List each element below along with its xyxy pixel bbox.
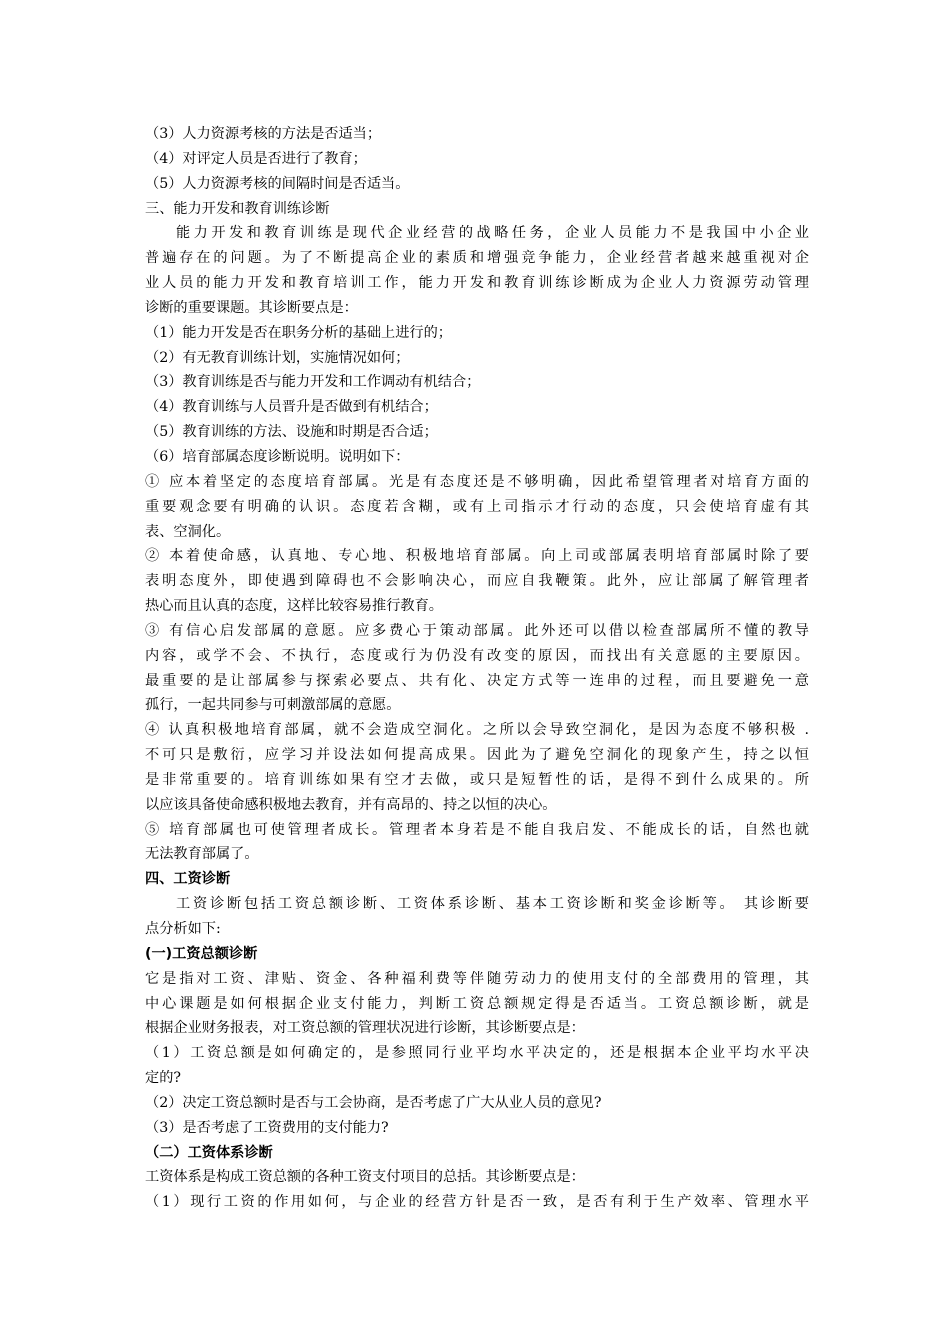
text-line: 业人员的能力开发和教育培训工作，能力开发和教育训练诊断成为企业人力资源劳动管理 — [145, 275, 809, 292]
text-line: 不可只是敷衍，应学习并设法如何提高成果。因此为了避免空洞化的现象产生，持之以恒 — [145, 747, 809, 764]
text-line: 以应该具备使命感积极地去教育，并有高昂的、持之以恒的决心。 — [145, 796, 557, 813]
section-heading: (一)工资总额诊断 — [145, 945, 258, 962]
text-line: ④ 认真积极地培育部属，就不会造成空洞化。之所以会导致空洞化，是因为态度不够积极 . — [145, 722, 809, 739]
text-line: （3）教育训练是否与能力开发和工作调动有机结合； — [145, 374, 481, 391]
text-line: 工资诊断包括工资总额诊断、工资体系诊断、基本工资诊断和奖金诊断等。 其诊断要 — [176, 896, 809, 913]
text-line: 工资体系是构成工资总额的各种工资支付项目的总括。其诊断要点是： — [145, 1169, 585, 1186]
text-line: （1）现行工资的作用如何，与企业的经营方针是否一致，是否有利于生产效率、管理水平 — [145, 1194, 809, 1211]
text-line: （1）能力开发是否在职务分析的基础上进行的； — [145, 324, 452, 341]
text-line: （5）人力资源考核的间隔时间是否适当。 — [145, 175, 410, 192]
text-line: （3）是否考虑了工资费用的支付能力? — [145, 1119, 389, 1136]
text-line: 三、能力开发和教育训练诊断 — [145, 200, 330, 217]
text-line: 根据企业财务报表，对工资总额的管理状况进行诊断，其诊断要点是： — [145, 1020, 585, 1037]
text-line: 无法教育部属了。 — [145, 846, 259, 863]
text-line: （2）决定工资总额时是否与工会协商，是否考虑了广大从业人员的意见? — [145, 1094, 602, 1111]
text-line: 它是指对工资、津贴、资金、各种福利费等伴随劳动力的使用支付的全部费用的管理，其 — [145, 970, 809, 987]
text-line: 普遍存在的问题。为了不断提高企业的素质和增强竞争能力，企业经营者越来越重视对企 — [145, 250, 809, 267]
text-line: ③ 有信心启发部属的意愿。应多费心于策动部属。此外还可以借以检查部属所不懂的教导 — [145, 622, 809, 639]
text-line: 孤行，一起共同参与可刺激部属的意愿。 — [145, 697, 401, 714]
text-line: （4）对评定人员是否进行了教育； — [145, 150, 367, 167]
text-line: 内容，或学不会、不执行，态度或行为仍没有改变的原因，而找出有关意愿的主要原因。 — [145, 647, 809, 664]
text-line: ⑤ 培育部属也可使管理者成长。管理者本身若是不能自我启发、不能成长的话，自然也就 — [145, 821, 809, 838]
document-page — [145, 122, 809, 1215]
section-heading: 四、工资诊断 — [145, 871, 231, 888]
text-line: （1）工资总额是如何确定的，是参照同行业平均水平决定的，还是根据本企业平均水平决 — [145, 1045, 809, 1062]
text-line: ① 应本着坚定的态度培育部属。光是有态度还是不够明确，因此希望管理者对培育方面的 — [145, 473, 809, 490]
text-line: （5）教育训练的方法、设施和时期是否合适； — [145, 424, 438, 441]
text-line: 是非常重要的。培育训练如果有空才去做，或只是短暂性的话，是得不到什么成果的。所 — [145, 771, 809, 788]
text-line: 重要观念要有明确的认识。态度若含糊，或有上司指示才行动的态度，只会使培育虚有其 — [145, 498, 809, 515]
text-line: 表、空洞化。 — [145, 523, 231, 540]
text-line: 诊断的重要课题。其诊断要点是： — [145, 299, 358, 316]
text-line: 定的? — [145, 1070, 181, 1087]
text-line: （4）教育训练与人员晋升是否做到有机结合； — [145, 399, 438, 416]
text-line: （2）有无教育训练计划，实施情况如何； — [145, 349, 410, 366]
text-line: 中心课题是如何根据企业支付能力，判断工资总额规定得是否适当。工资总额诊断，就是 — [145, 995, 809, 1012]
text-line: （6）培育部属态度诊断说明。说明如下： — [145, 448, 410, 465]
text-line: ② 本着使命感，认真地、专心地、积极地培育部属。向上司或部属表明培育部属时除了要 — [145, 548, 809, 565]
text-line: 表明态度外，即使遇到障碍也不会影响决心，而应自我鞭策。此外，应让部属了解管理者 — [145, 573, 809, 590]
text-line: 热心而且认真的态度，这样比较容易推行教育。 — [145, 598, 443, 615]
section-heading: （二）工资体系诊断 — [145, 1144, 273, 1161]
text-line: 点分析如下: — [145, 921, 221, 937]
text-line: 最重要的是让部属参与探索必要点、共有化、决定方式等一连串的过程，而且要避免一意 — [145, 672, 809, 689]
text-line: （3）人力资源考核的方法是否适当； — [145, 126, 382, 142]
text-line: 能力开发和教育训练是现代企业经营的战略任务，企业人员能力不是我国中小企业 — [176, 225, 809, 242]
